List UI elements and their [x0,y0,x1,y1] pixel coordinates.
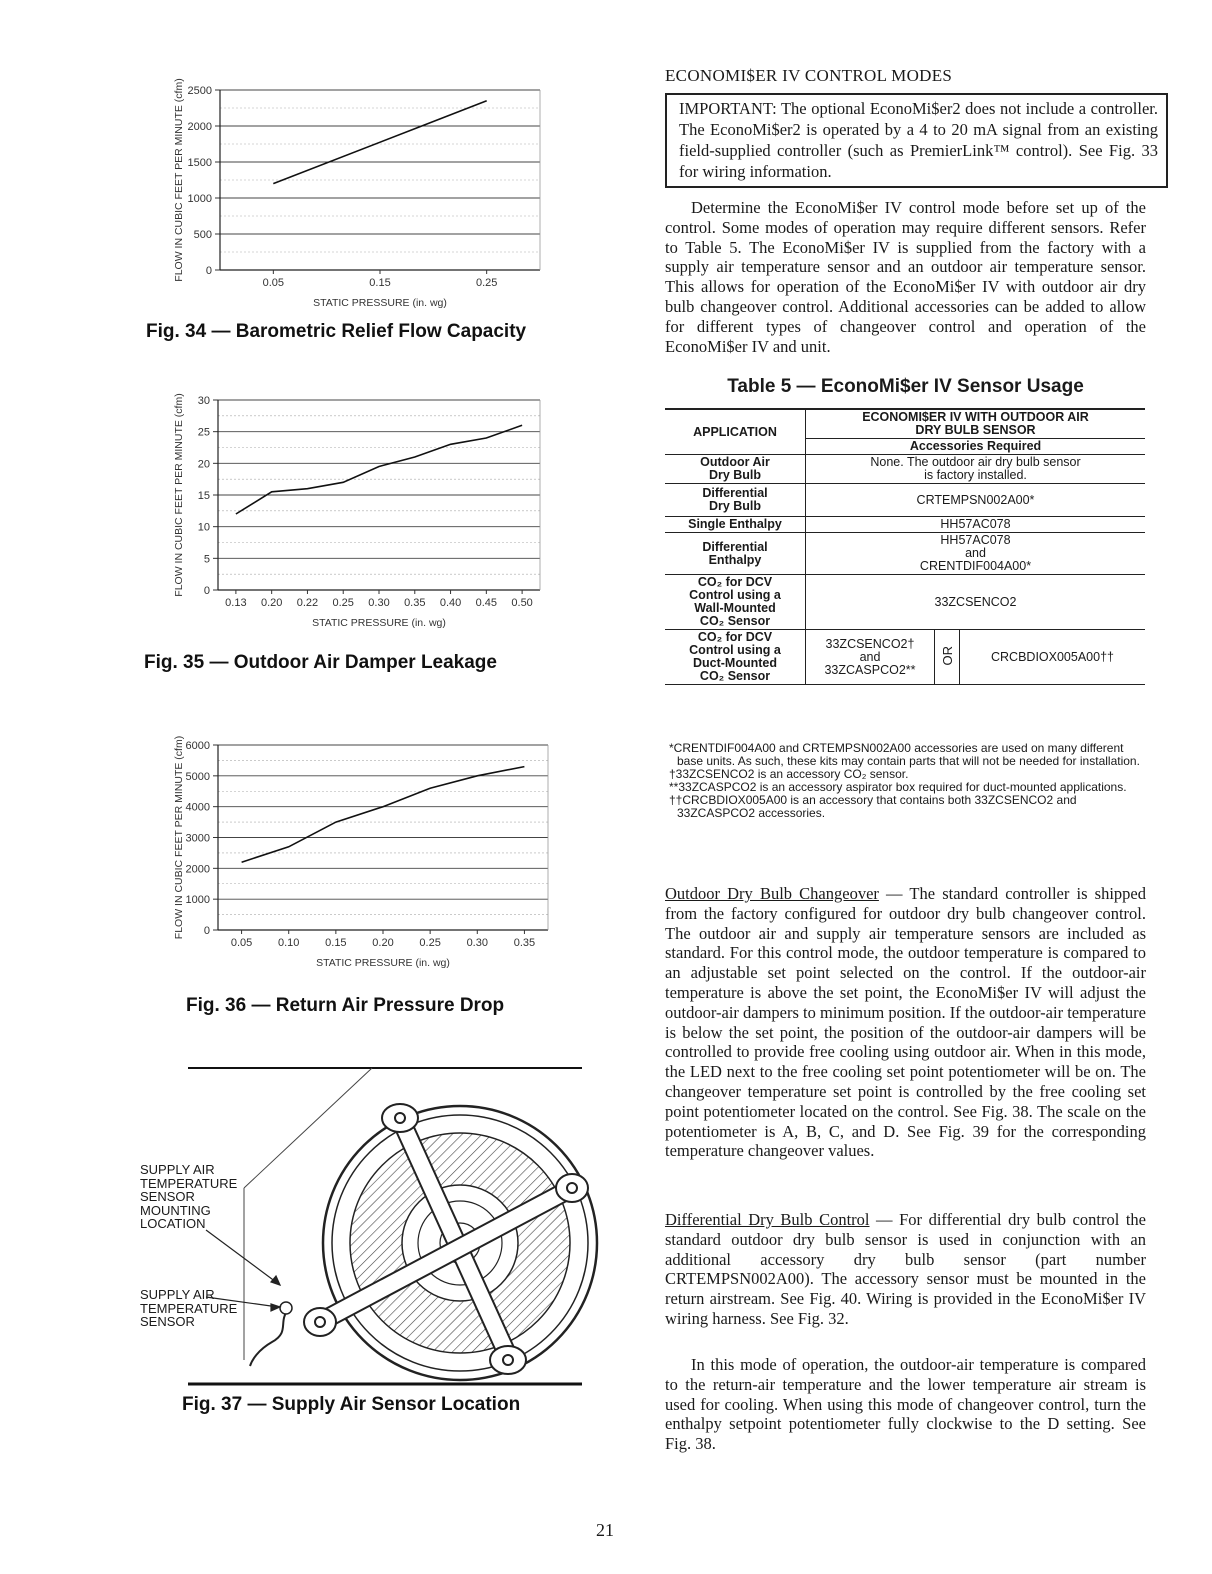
chart-return-air-pressure-drop [160,715,560,995]
table-row: Differential Dry Bulb CRTEMPSN002A00* [665,484,1145,517]
y-tick-label: 4000 [185,801,210,814]
series-line [273,101,486,184]
duct-edge-line [244,1068,372,1188]
y-tick-label: 2000 [185,863,210,876]
footnote: *CRENTDIF004A00 and CRTEMPSN002A00 accessories are used on many different base units. As such, these kits may contain parts that will not be needed for installation. [669,741,1140,768]
table-subheader: Accessories Required [806,439,1146,455]
intro-paragraph: Determine the EconoMi$er IV control mode before set up of the control. Some modes of operation may require different sensors. Refer to Table 5. The EconoMi$er IV is supplied from the factory with a supply air temperature sensor and an outdoor air temperature sensor. This allows for operation of the EconoMi$er IV with outdoor air dry bulb changeover control. Additional accessories can be added to allow for different types of changeover control and operation of the EconoMi$er IV and unit. [665,198,1146,356]
paragraph-outdoor-dry-bulb: Outdoor Dry Bulb Changeover — The standard controller is shipped from the factory configured for outdoor dry bulb changeover control. The outdoor air and supply air temperature sensors are included as standard. For this control mode, the outdoor temperature is compared to an adjustable set point selected on the control. If the outdoor-air temperature is above the set point, the EconoMi$er IV will adjust the outdoor-air dampers to minimum position. If the outdoor-air temperature is below the set point, the position of the outdoor-air dampers will be controlled to provide free cooling using outdoor air. When in this mode, the LED next to the free cooling set point potentiometer will be on. The changeover temperature set point is controlled by the free cooling set point potentiometer located on the control. See Fig. 38. The scale on the potentiometer is A, B, C, and D. See Fig. 39 for the corresponding temperature changeover values. [665,884,1146,1161]
x-tick-label: 0.30 [466,937,488,949]
y-tick-label: 0 [205,265,212,277]
table-row: CO₂ for DCV Control using a Wall-Mounted CO₂ Sensor 33ZCSENCO2 [665,575,1145,630]
or-label: OR [939,645,955,666]
y-tick-label: 1000 [187,193,212,205]
fig37-caption: Fig. 37 — Supply Air Sensor Location [182,1394,521,1415]
x-tick-label: 0.35 [513,937,536,949]
y-tick-label: 15 [197,490,210,502]
y-tick-label: 1500 [187,157,212,169]
y-tick-label: 500 [193,229,212,241]
table-title: Table 5 — EconoMi$er IV Sensor Usage [727,376,1084,397]
sensor-usage-table [665,408,1145,685]
y-tick-label: 3000 [185,832,210,845]
x-tick-label: 0.10 [278,937,300,949]
paragraph-differential-dry-bulb: Differential Dry Bulb Control — For differential dry bulb control the standard outdoor dry bulb sensor is used in conjunction with an additional accessory dry bulb sensor (part number CRTEMPSN002A00). The accessory sensor must be mounted in the return airstream. See Fig. 40. Wiring is provided in the EconoMi$er IV wiring harness. See Fig. 32. [665,1210,1147,1328]
fig36-caption: Fig. 36 — Return Air Pressure Drop [186,995,505,1016]
table-header-application: APPLICATION [665,409,806,455]
page-number: 21 [596,1520,614,1540]
x-axis-label: STATIC PRESSURE (in. wg) [313,297,447,309]
footnote: ††CRCBDIOX005A00 is an accessory that contains both 33ZCSENCO2 and 33ZCASPCO2 accessories. [669,793,1077,820]
x-tick-label: 0.50 [511,597,533,609]
x-tick-label: 0.30 [368,597,390,609]
fig35-caption: Fig. 35 — Outdoor Air Damper Leakage [144,652,497,673]
paragraph-lead: Outdoor Dry Bulb Changeover [665,884,879,903]
x-tick-label: 0.20 [372,937,394,949]
important-notice: IMPORTANT: The optional EconoMi$er2 does not include a controller. The EconoMi$er2 is operated by a 4 to 20 mA signal from an existing field-supplied controller (such as PremierLink™ control). See Fig. 33 for wiring information. [665,93,1168,188]
x-tick-label: 0.05 [262,277,285,289]
y-tick-label: 5000 [185,770,210,783]
y-tick-label: 2000 [187,121,212,133]
table-row: Single Enthalpy HH57AC078 [665,517,1145,533]
y-tick-label: 0 [203,925,210,937]
x-tick-label: 0.35 [404,597,426,609]
y-tick-label: 0 [203,585,210,597]
x-axis-label: STATIC PRESSURE (in. wg) [312,617,446,629]
y-tick-label: 30 [197,395,210,407]
x-tick-label: 0.40 [439,597,462,609]
label-supply-air-sensor: SUPPLY AIR TEMPERATURE SENSOR [140,1287,238,1329]
x-tick-label: 0.13 [225,597,247,609]
y-tick-label: 2500 [187,85,212,97]
x-axis-label: STATIC PRESSURE (in. wg) [316,957,450,969]
table-row: Outdoor Air Dry Bulb None. The outdoor air dry bulb sensor is factory installed. [665,455,1145,484]
x-tick-label: 0.20 [260,597,283,609]
x-tick-label: 0.22 [296,597,319,609]
y-axis-label: FLOW IN CUBIC FEET PER MINUTE (cfm) [173,393,185,597]
y-tick-label: 25 [197,426,210,439]
footnote: †33ZCSENCO2 is an accessory CO₂ sensor. [669,767,909,781]
x-tick-label: 0.25 [475,277,498,289]
x-tick-label: 0.25 [332,597,354,609]
fig34-caption: Fig. 34 — Barometric Relief Flow Capacity [146,321,527,342]
table-header-economizer: ECONOMI$ER IV WITH OUTDOOR AIR DRY BULB SENSOR [806,409,1146,439]
y-tick-label: 1000 [185,894,210,907]
chart-damper-leakage [160,360,560,650]
x-tick-label: 0.15 [325,937,347,949]
x-tick-label: 0.45 [475,597,498,609]
y-tick-label: 6000 [185,740,210,752]
y-axis-label: FLOW IN CUBIC FEET PER MINUTE (cfm) [173,735,185,940]
x-tick-label: 0.15 [369,277,391,289]
paragraph-mode-operation: In this mode of operation, the outdoor-air temperature is compared to the return-air temperature and the lower temperature air stream is used for cooling. When using this mode of changeover control, turn the enthalpy setpoint potentiometer fully clockwise to the D setting. See Fig. 38. [665,1355,1146,1454]
y-tick-label: 10 [197,521,210,534]
footnote: **33ZCASPCO2 is an accessory aspirator box required for duct-mounted applications. [669,780,1127,794]
x-tick-label: 0.25 [419,937,441,949]
x-tick-label: 0.05 [230,937,253,949]
series-line [242,767,525,863]
table-row: CO₂ for DCV Control using a Duct-Mounted CO₂ Sensor 33ZCSENCO2† and 33ZCASPCO2** OR CRCBDIOX005A00†† [665,630,1145,685]
label-sensor-mounting-location: SUPPLY AIR TEMPERATURE SENSOR MOUNTING LOCATION [140,1162,238,1231]
section-heading: ECONOMI$ER IV CONTROL MODES [665,66,953,85]
y-tick-label: 5 [203,553,210,566]
paragraph-lead: Differential Dry Bulb Control [665,1210,870,1229]
y-tick-label: 20 [197,458,210,471]
series-line [236,425,522,514]
chart-barometric-relief [160,60,560,310]
y-axis-label: FLOW IN CUBIC FEET PER MINUTE (cfm) [173,78,185,282]
table-row: Differential Enthalpy HH57AC078 and CRENTDIF004A00* [665,533,1145,575]
table-footnotes [665,742,1146,820]
